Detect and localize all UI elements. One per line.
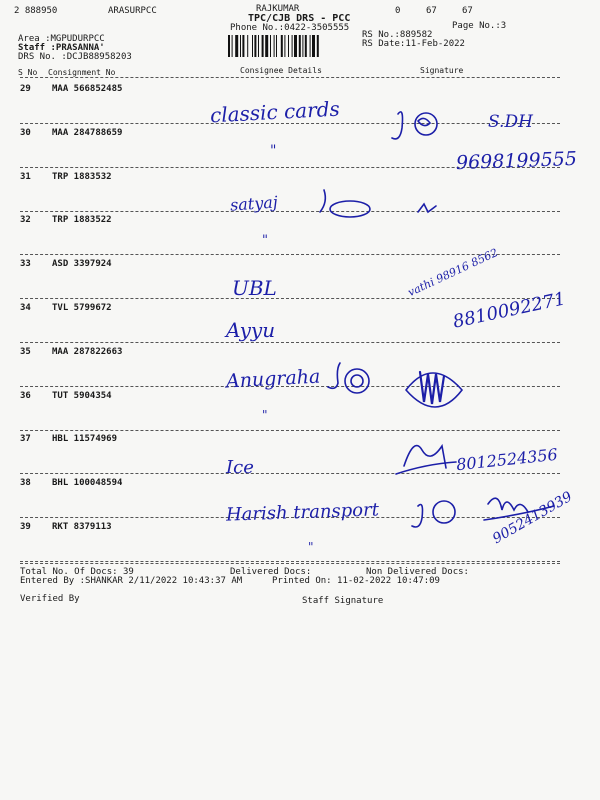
handwritten-sign: S.DH (488, 112, 533, 132)
row-sno: 35 (20, 346, 31, 357)
non-delivered-docs: Non Delivered Docs: (366, 567, 469, 577)
handwritten-phone: 8810092271 (451, 288, 568, 333)
printed-on: Printed On: 11-02-2022 10:47:09 (272, 576, 440, 586)
ditto-mark: " (270, 143, 277, 159)
area-label: Area :MGPUDURPCC (18, 34, 105, 44)
footer-divider (20, 563, 560, 564)
staff-label: Staff :PRASANNA' (18, 43, 105, 53)
handwritten-name: classic cards (209, 96, 341, 128)
row-consignment: TRP 1883522 (52, 215, 112, 226)
row-sno: 32 (20, 215, 31, 226)
col-signature: Signature (420, 66, 464, 75)
handwritten-phone: 9052413939 (489, 488, 576, 548)
row-sno: 29 (20, 84, 31, 94)
delivered-docs: Delivered Docs: (230, 567, 312, 577)
staff-signature: Staff Signature (302, 596, 384, 606)
row-consignment: HBL 11574969 (52, 434, 118, 445)
handwritten-phone: 9698199555 (455, 147, 578, 175)
right-num-2: 67 (426, 6, 437, 16)
row-consignment: MAA 284788659 (52, 127, 123, 138)
row-consignment: BHL 100048594 (52, 478, 123, 489)
drs-number: DRS No. :DCJB88958203 (18, 52, 132, 62)
col-sno: S No (18, 68, 38, 77)
branch-name: ARASURPCC (108, 6, 157, 16)
page-title: TPC/CJB DRS - PCC (248, 13, 351, 24)
row-sno: 37 (20, 434, 31, 445)
rs-number: RS No.:889582 (362, 30, 433, 40)
ditto-mark: " (262, 233, 268, 248)
row-sno: 33 (20, 259, 31, 270)
entered-by: Entered By :SHANKAR 2/11/2022 10:43:37 AM (20, 576, 243, 586)
row-consignment: MAA 566852485 (52, 84, 123, 94)
col-consignee: Consignee Details (240, 66, 322, 75)
row-sno: 34 (20, 303, 31, 313)
handwritten-name: Ayyu (226, 318, 276, 342)
rs-date: RS Date:11-Feb-2022 (362, 39, 465, 49)
row-sno: 31 (20, 171, 31, 182)
handwritten-note: vathi 98916 8562 (405, 245, 500, 300)
top-code: 2 888950 (14, 6, 58, 16)
right-num-1: 0 (395, 6, 401, 16)
row-sno: 39 (20, 522, 31, 532)
row-sno: 38 (20, 478, 31, 489)
right-num-3: 67 (462, 6, 473, 16)
handwritten-name: Ice (226, 457, 254, 478)
row-consignment: MAA 287822663 (52, 346, 123, 357)
handwritten-name: UBL (232, 276, 277, 300)
row-consignment: ASD 3397924 (52, 259, 112, 270)
center-name: RAJKUMAR (256, 4, 300, 14)
row-consignment: RKT 8379113 (52, 522, 112, 532)
handwritten-name: Harish transport (225, 499, 380, 526)
row-sno: 30 (20, 127, 31, 138)
row-sno: 36 (20, 390, 31, 401)
handwritten-name: satyaj (229, 192, 279, 215)
row-consignment: TRP 1883532 (52, 171, 112, 182)
phone-number: Phone No.:0422-3505555 (230, 23, 350, 33)
total-docs: Total No. Of Docs: 39 (20, 567, 134, 577)
ditto-mark: " (262, 408, 268, 422)
col-consignment: Consignment No (48, 68, 116, 77)
handwritten-name: Anugraha (225, 365, 321, 393)
ditto-mark: " (308, 540, 314, 554)
row-consignment: TVL 5799672 (52, 303, 112, 313)
row-consignment: TUT 5904354 (52, 390, 112, 401)
verified-by: Verified By (20, 594, 80, 604)
handwritten-phone: 8012524356 (455, 444, 559, 475)
page-number: Page No.:3 (452, 21, 507, 31)
